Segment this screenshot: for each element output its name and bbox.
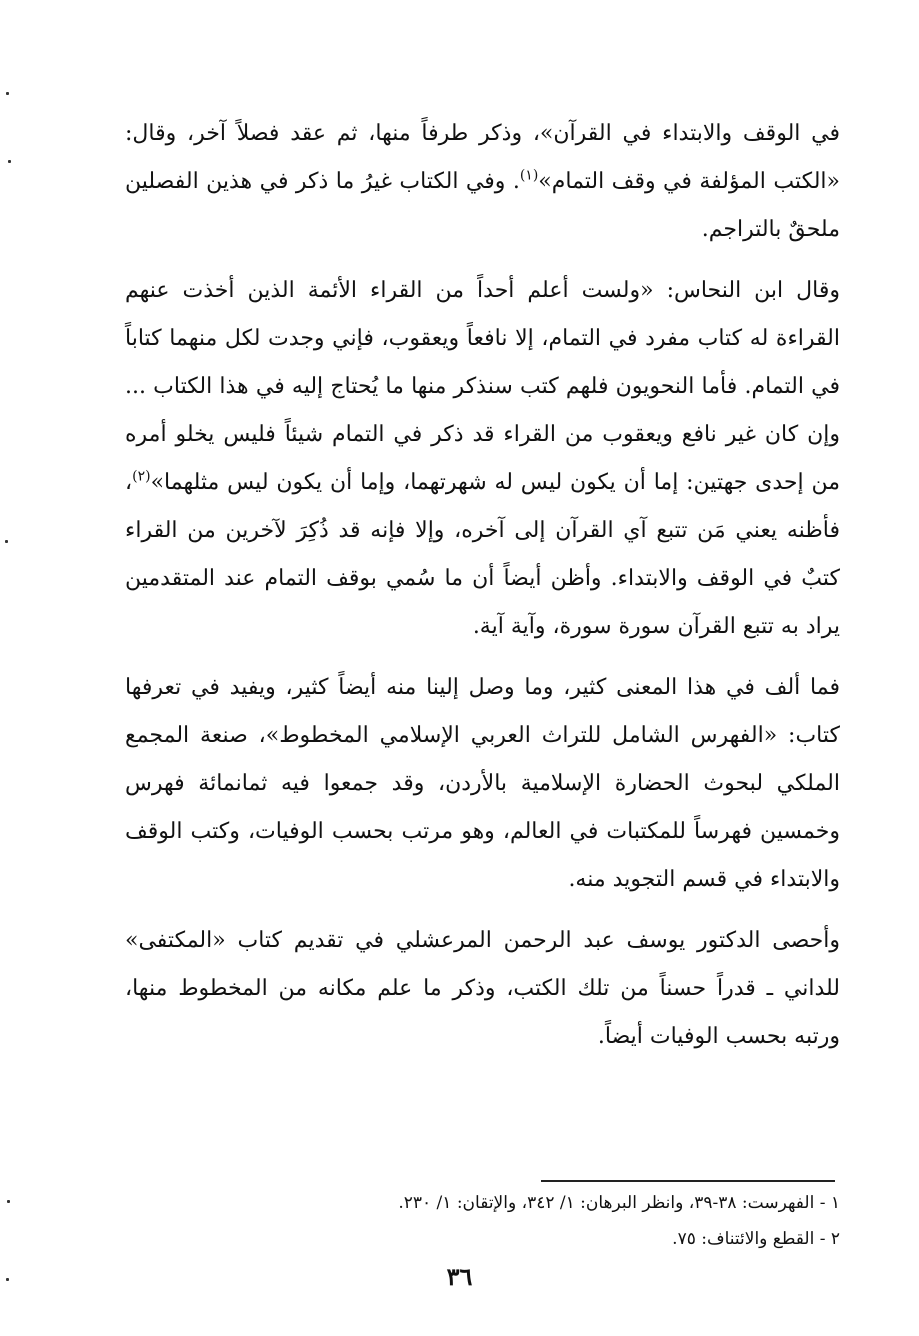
footnote-divider: [541, 1180, 835, 1182]
paragraph-2: [125, 267, 840, 651]
paragraph-text: فما ألف في هذا المعنى كثير، وما وصل إلينا منه أيضاً كثير، ويفيد في تعرفها كتاب: «الفهرس الشامل للتراث العربي الإسلامي المخطوط»، صنعة المجمع الملكي لبحوث الحضارة الإسلامية بالأردن، وقد جمعوا فيه ثمانمائة فهرس وخمسين فهرساً للمكتبات في العالم، وهو مرتب بحسب الوفيات، وكتب الوقف والابتداء في قسم التجويد منه.: [125, 675, 840, 892]
footnote-ref-1[interactable]: (١): [519, 167, 539, 184]
scan-speck: [6, 92, 9, 95]
paragraph-text: ، فأظنه يعني مَن تتبع آي القرآن إلى آخره، وإلا فإنه قد ذُكِرَ لآخرين من القراء كتبٌ في الوقف والابتداء. وأظن أيضاً أن ما سُمي بوقف التمام عند المتقدمين يراد به تتبع القرآن سورة سورة، وآية آية.: [125, 470, 840, 639]
page-number: ٣٦: [446, 1262, 473, 1291]
footnote-ref-2[interactable]: (٢): [132, 468, 151, 485]
paragraph-1: [125, 110, 840, 254]
scan-speck: [6, 1278, 9, 1281]
footnote-1: ١ - الفهرست: ٣٨-٣٩، وانظر البرهان: ١/ ٣٤٢، والإتقان: ١/ ٢٣٠.: [398, 1193, 840, 1213]
scan-speck: [5, 540, 8, 543]
paragraph-text: وقال ابن النحاس: «ولست أعلم أحداً من القراء الأئمة الذين أخذت عنهم القراءة له كتاب مفرد في التمام، إلا نافعاً ويعقوب، فإني وجدت لكل منهما كتاباً في التمام. فأما النحويون فلهم كتب سنذكر منها ما يُحتاج إليه في هذا الكتاب ... وإن كان غير نافع ويعقوب من القراء قد ذكر في التمام شيئاً فليس يخلو أمره من إحدى جهتين: إما أن يكون ليس له شهرتهما، وإما أن يكون ليس مثلهما»: [125, 278, 840, 495]
scan-speck: [7, 1200, 10, 1203]
paragraph-text: وأحصى الدكتور يوسف عبد الرحمن المرعشلي في تقديم كتاب «المكتفى» للداني ـ قدراً حسناً من تلك الكتب، وذكر ما علم مكانه من المخطوط منها، ورتبه بحسب الوفيات أيضاً.: [125, 928, 840, 1049]
footnote-2: ٢ - القطع والائتناف: ٧٥.: [672, 1229, 840, 1249]
main-text: [125, 110, 840, 1061]
paragraph-text: في الوقف والابتداء في القرآن»، وذكر طرفاً منها، ثم عقد فصلاً آخر، وقال: «الكتب المؤلفة في وقف التمام»: [125, 121, 840, 194]
paragraph-3: [125, 664, 840, 904]
paragraph-text: . وفي الكتاب غيرُ ما ذكر في هذين الفصلين ملحقٌ بالتراجم.: [125, 169, 840, 242]
scan-speck: [8, 160, 11, 163]
footnotes: [200, 1185, 840, 1257]
paragraph-4: [125, 917, 840, 1061]
